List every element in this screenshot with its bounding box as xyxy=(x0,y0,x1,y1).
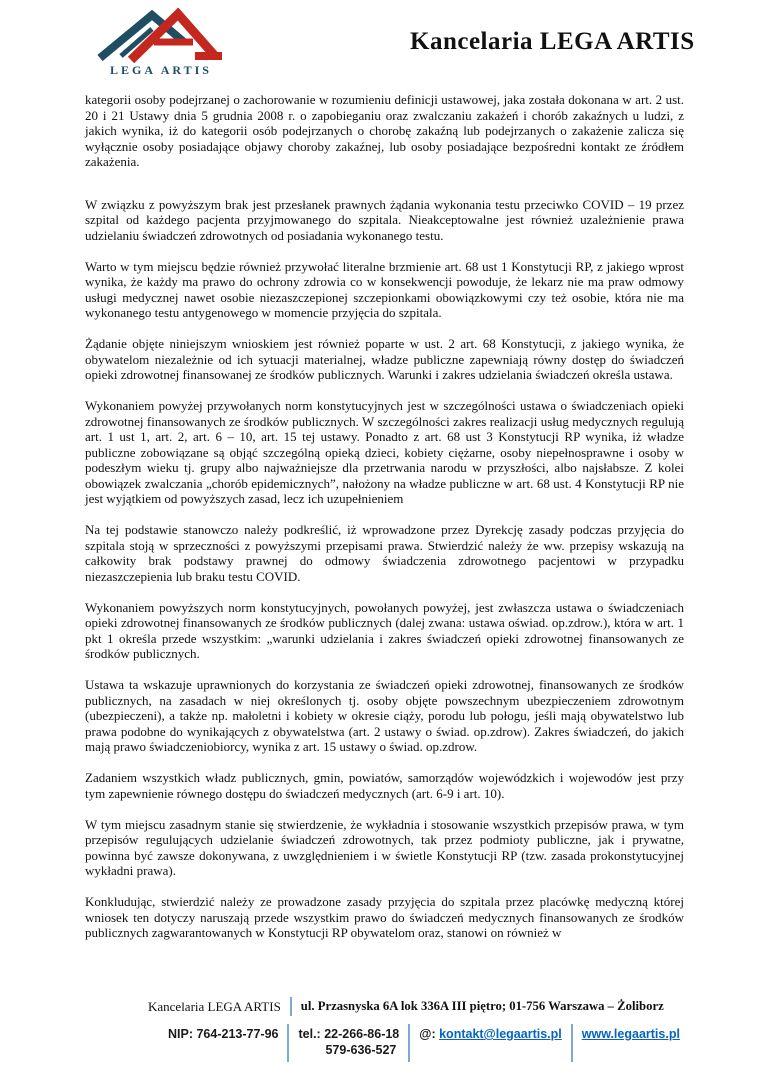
footer-email-label: @: xyxy=(419,1027,436,1041)
footer-phone-primary: 22-266-86-18 xyxy=(324,1027,400,1041)
document-body xyxy=(85,92,684,956)
footer-phone-secondary: 579-636-527 xyxy=(325,1043,397,1057)
footer xyxy=(0,997,768,1062)
footer-email-link[interactable]: kontakt@legaartis.pl xyxy=(439,1027,562,1041)
body-paragraph-9: Zadaniem wszystkich władz publicznych, gmin, powiatów, samorządów wojewódzkich i wojewodów jest przy tym zapewnienie równego dostępu do świadczeń medycznych (art. 6-9 i art. 10). xyxy=(85,770,684,801)
body-paragraph-1: kategorii osoby podejrzanej o zachorowanie w rozumieniu definicji ustawowej, jaka została dokonana w art. 2 ust. 20 i 21 Ustawy dnia 5 grudnia 2008 r. o zapobieganiu oraz zwalczaniu zakażeń i chorób zakaźnych u ludzi, z jakich wynika, iż do kategorii osób podejrzanych o chorobę zakaźną lub podejrzanych o zakażenie zalicza się wyłącznie osoby posiadające objawy choroby zakaźnej, lub osoby posiadające bezpośredni kontakt ze źródłem zakażenia. xyxy=(85,92,684,169)
footer-address: ul. Przasnyska 6A lok 336A III piętro; 01-756 Warszawa – Żoliborz xyxy=(300,999,664,1013)
body-paragraph-11: Konkludując, stwierdzić należy ze prowadzone zasady przyjęcia do szpitala przez placówkę medyczną której wniosek ten dotyczy naruszają przede wszystkim prawo do świadczeń medycznych finansowanych ze środków publicznych zagwarantowanych w Konstytucji RP obywatelom oraz, stanowi on również w xyxy=(85,894,684,940)
footer-divider xyxy=(287,1024,289,1062)
logo-caption: LEGA ARTIS xyxy=(110,63,212,77)
footer-divider xyxy=(571,1024,573,1062)
footer-divider xyxy=(408,1024,410,1062)
body-paragraph-5: Wykonaniem powyżej przywołanych norm konstytucyjnych jest w szczególności ustawa o świadczeniach opieki zdrowotnej finansowanych ze środków publicznych. W szczególności zakres realizacji usług medycznych regulują art. 1 ust 1, art. 2, art. 6 – 10, art. 15 tej ustawy. Ponadto z art. 68 ust 3 Konstytucji RP wynika, iż władze publiczne zobowiązane są objąć szczególną opieką dzieci, kobiety ciężarne, osoby niepełnosprawne i osoby w podeszłym wieku tj. grupy albo najważniejsze dla przetrwania narodu w przyszłości, albo najsłabsze. Z kolei obowiązek zwalczania „chorób epidemicznych”, nałożony na władze publiczne w art. 68 ust. 4 Konstytucji RP nie jest wyjątkiem od powyższych zasad, lecz ich uzupełnieniem xyxy=(85,398,684,506)
footer-email-block xyxy=(419,1024,561,1041)
footer-phone-line1 xyxy=(298,1027,399,1041)
body-paragraph-8: Ustawa ta wskazuje uprawnionych do korzystania ze świadczeń opieki zdrowotnej, finansowanych ze środków publicznych, na zasadach w niej określonych tj. osoby objęte powszechnym ubezpieczeniem zdrowotnym (ubezpieczeni), a także np. małoletni i kobiety w okresie ciąży, porodu lub połogu, jeśli mają obywatelstwo lub prawa podobne do wynikających z obywatelstwa (art. 2 ustawy o świad. op.zdrow). Zakres świadczeń, do jakich mają prawo świadczeniobiorcy, wynika z art. 15 ustawy o świad. op.zdrow. xyxy=(85,677,684,754)
footer-divider xyxy=(290,997,292,1016)
body-paragraph-7: Wykonaniem powyższych norm konstytucyjnych, powołanych powyżej, jest zwłaszcza ustawa o świadczeniach opieki zdrowotnej finansowanych ze środków publicznych (dalej zwana: ustawa oświad. op.zdrow.), która w art. 1 pkt 1 określa przede wszystkim: „warunki udzielania i zakres świadczeń opieki zdrowotnej finansowanych ze środków publicznych. xyxy=(85,599,684,661)
body-paragraph-6: Na tej podstawie stanowczo należy podkreślić, iż wprowadzone przez Dyrekcję zasady podczas przyjęcia do szpitala stoją w sprzeczności z powyższymi przepisami prawa. Stwierdzić należy że ww. przepisy wskazują na całkowity brak podstawy prawnej do odmowy świadczenia zdrowotnego pacjentowi w przypadku niezaszczepienia lub braku testu COVID. xyxy=(85,522,684,584)
footer-phone-block xyxy=(298,1024,399,1057)
body-paragraph-2: W związku z powyższym brak jest przesłanek prawnych żądania wykonania testu przeciwko COVID – 19 przez szpital od każdego pacjenta przyjmowanego do szpitala. Nieakceptowalne jest również uzależnienie prawa udzielaniu świadczeń zdrowotnych od posiadania wykonanego testu. xyxy=(85,196,684,243)
body-paragraph-10: W tym miejscu zasadnym stanie się stwierdzenie, że wykładnia i stosowanie wszystkich przepisów prawa, w tym przepisów regulujących udzielanie świadczeń zdrowotnych, tak przez podmioty publiczne, jak i prywatne, powinna być zawsze dokonywana, z uwzględnieniem i w świetle Konstytucji RP (tzw. zasada prokonstytucyjnej wykładni prawa). xyxy=(85,816,684,878)
footer-nip: NIP: 764-213-77-96 xyxy=(168,1027,279,1041)
document-title: Kancelaria LEGA ARTIS xyxy=(410,28,695,55)
footer-website-link[interactable]: www.legaartis.pl xyxy=(581,1027,680,1041)
body-paragraph-4: Żądanie objęte niniejszym wnioskiem jest również poparte w ust. 2 art. 68 Konstytucji, z jakiego wynika, że obywatelom niezależnie od ich sytuacji materialnej, władze publiczne zapewniają równy dostęp do świadczeń opieki zdrowotnej finansowanej ze środków publicznych. Warunki i zakres udzielania świadczeń określa ustawa. xyxy=(85,336,684,382)
footer-website-block xyxy=(582,1024,680,1041)
footer-phone-label: tel.: xyxy=(298,1027,321,1041)
footer-row-contact xyxy=(168,1024,768,1062)
body-paragraph-3: Warto w tym miejscu będzie również przywołać literalne brzmienie art. 68 ust 1 Konstytucji RP, z jakiego wprost wynika, że każdy ma prawo do ochrony zdrowia co w konsekwencji powoduje, że lekarz nie ma praw odmowy usługi medycznej nawet osobie niezaszczepionej szczepionkami obowiązkowymi czy też osobie, która nie ma wykonanego testu antygenowego w momencie przyjęcia do szpitala. xyxy=(85,258,684,320)
footer-firm-name: Kancelaria LEGA ARTIS xyxy=(148,998,281,1014)
lega-artis-logo xyxy=(94,8,228,78)
footer-row-firm xyxy=(148,997,768,1016)
